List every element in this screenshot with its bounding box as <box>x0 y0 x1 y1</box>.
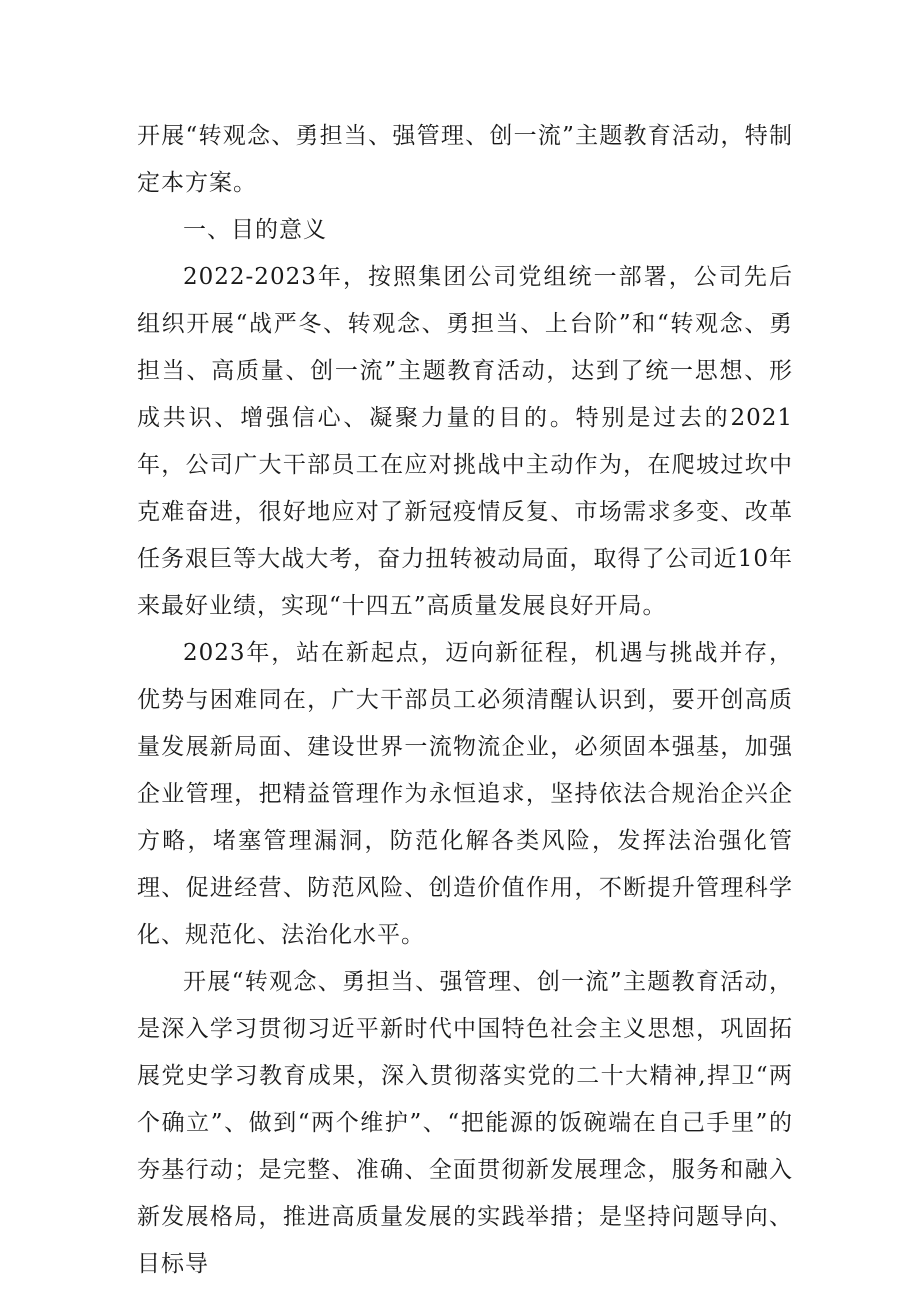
intro-paragraph: 开展“转观念、勇担当、强管理、创一流”主题教育活动，特制定本方案。 <box>137 123 793 196</box>
body-paragraph-1: 2022-2023年，按照集团公司党组统一部署，公司先后组织开展“战严冬、转观念、勇担当、上台阶”和“转观念、勇担当、高质量、创一流”主题教育活动，达到了统一思想、形成共识、增强信心、凝聚力量的目的。特别是过去的2021年，公司广大干部员工在应对挑战中主动作为，在爬坡过坎中克难奋进，很好地应对了新冠疫情反复、市场需求多变、改革任务艰巨等大战大考，奋力扭转被动局面，取得了公司近10年来最好业绩，实现“十四五”高质量发展良好开局。 <box>137 264 793 619</box>
section-heading: 一、目的意义 <box>183 217 327 243</box>
body-paragraph-2: 2023年，站在新起点，迈向新征程，机遇与挑战并存，优势与困难同在，广大干部员工必须清醒认识到，要开创高质量发展新局面、建设世界一流物流企业，必须固本强基，加强企业管理，把精益管理作为永恒追求，坚持依法合规治企兴企方略，堵塞管理漏洞，防范化解各类风险，发挥法治强化管理、促进经营、防范风险、创造价值作用，不断提升管理科学化、规范化、法治化水平。 <box>137 640 793 948</box>
document-body <box>137 113 793 1288</box>
body-paragraph-3: 开展“转观念、勇担当、强管理、创一流”主题教育活动，是深入学习贯彻习近平新时代中国特色社会主义思想，巩固拓展党史学习教育成果，深入贯彻落实党的二十大精神,捍卫“两个确立”、做到“两个维护”、“把能源的饭碗端在自己手里”的夯基行动；是完整、准确、全面贯彻新发展理念，服务和融入新发展格局，推进高质量发展的实践举措；是坚持问题导向、目标导 <box>137 969 793 1277</box>
